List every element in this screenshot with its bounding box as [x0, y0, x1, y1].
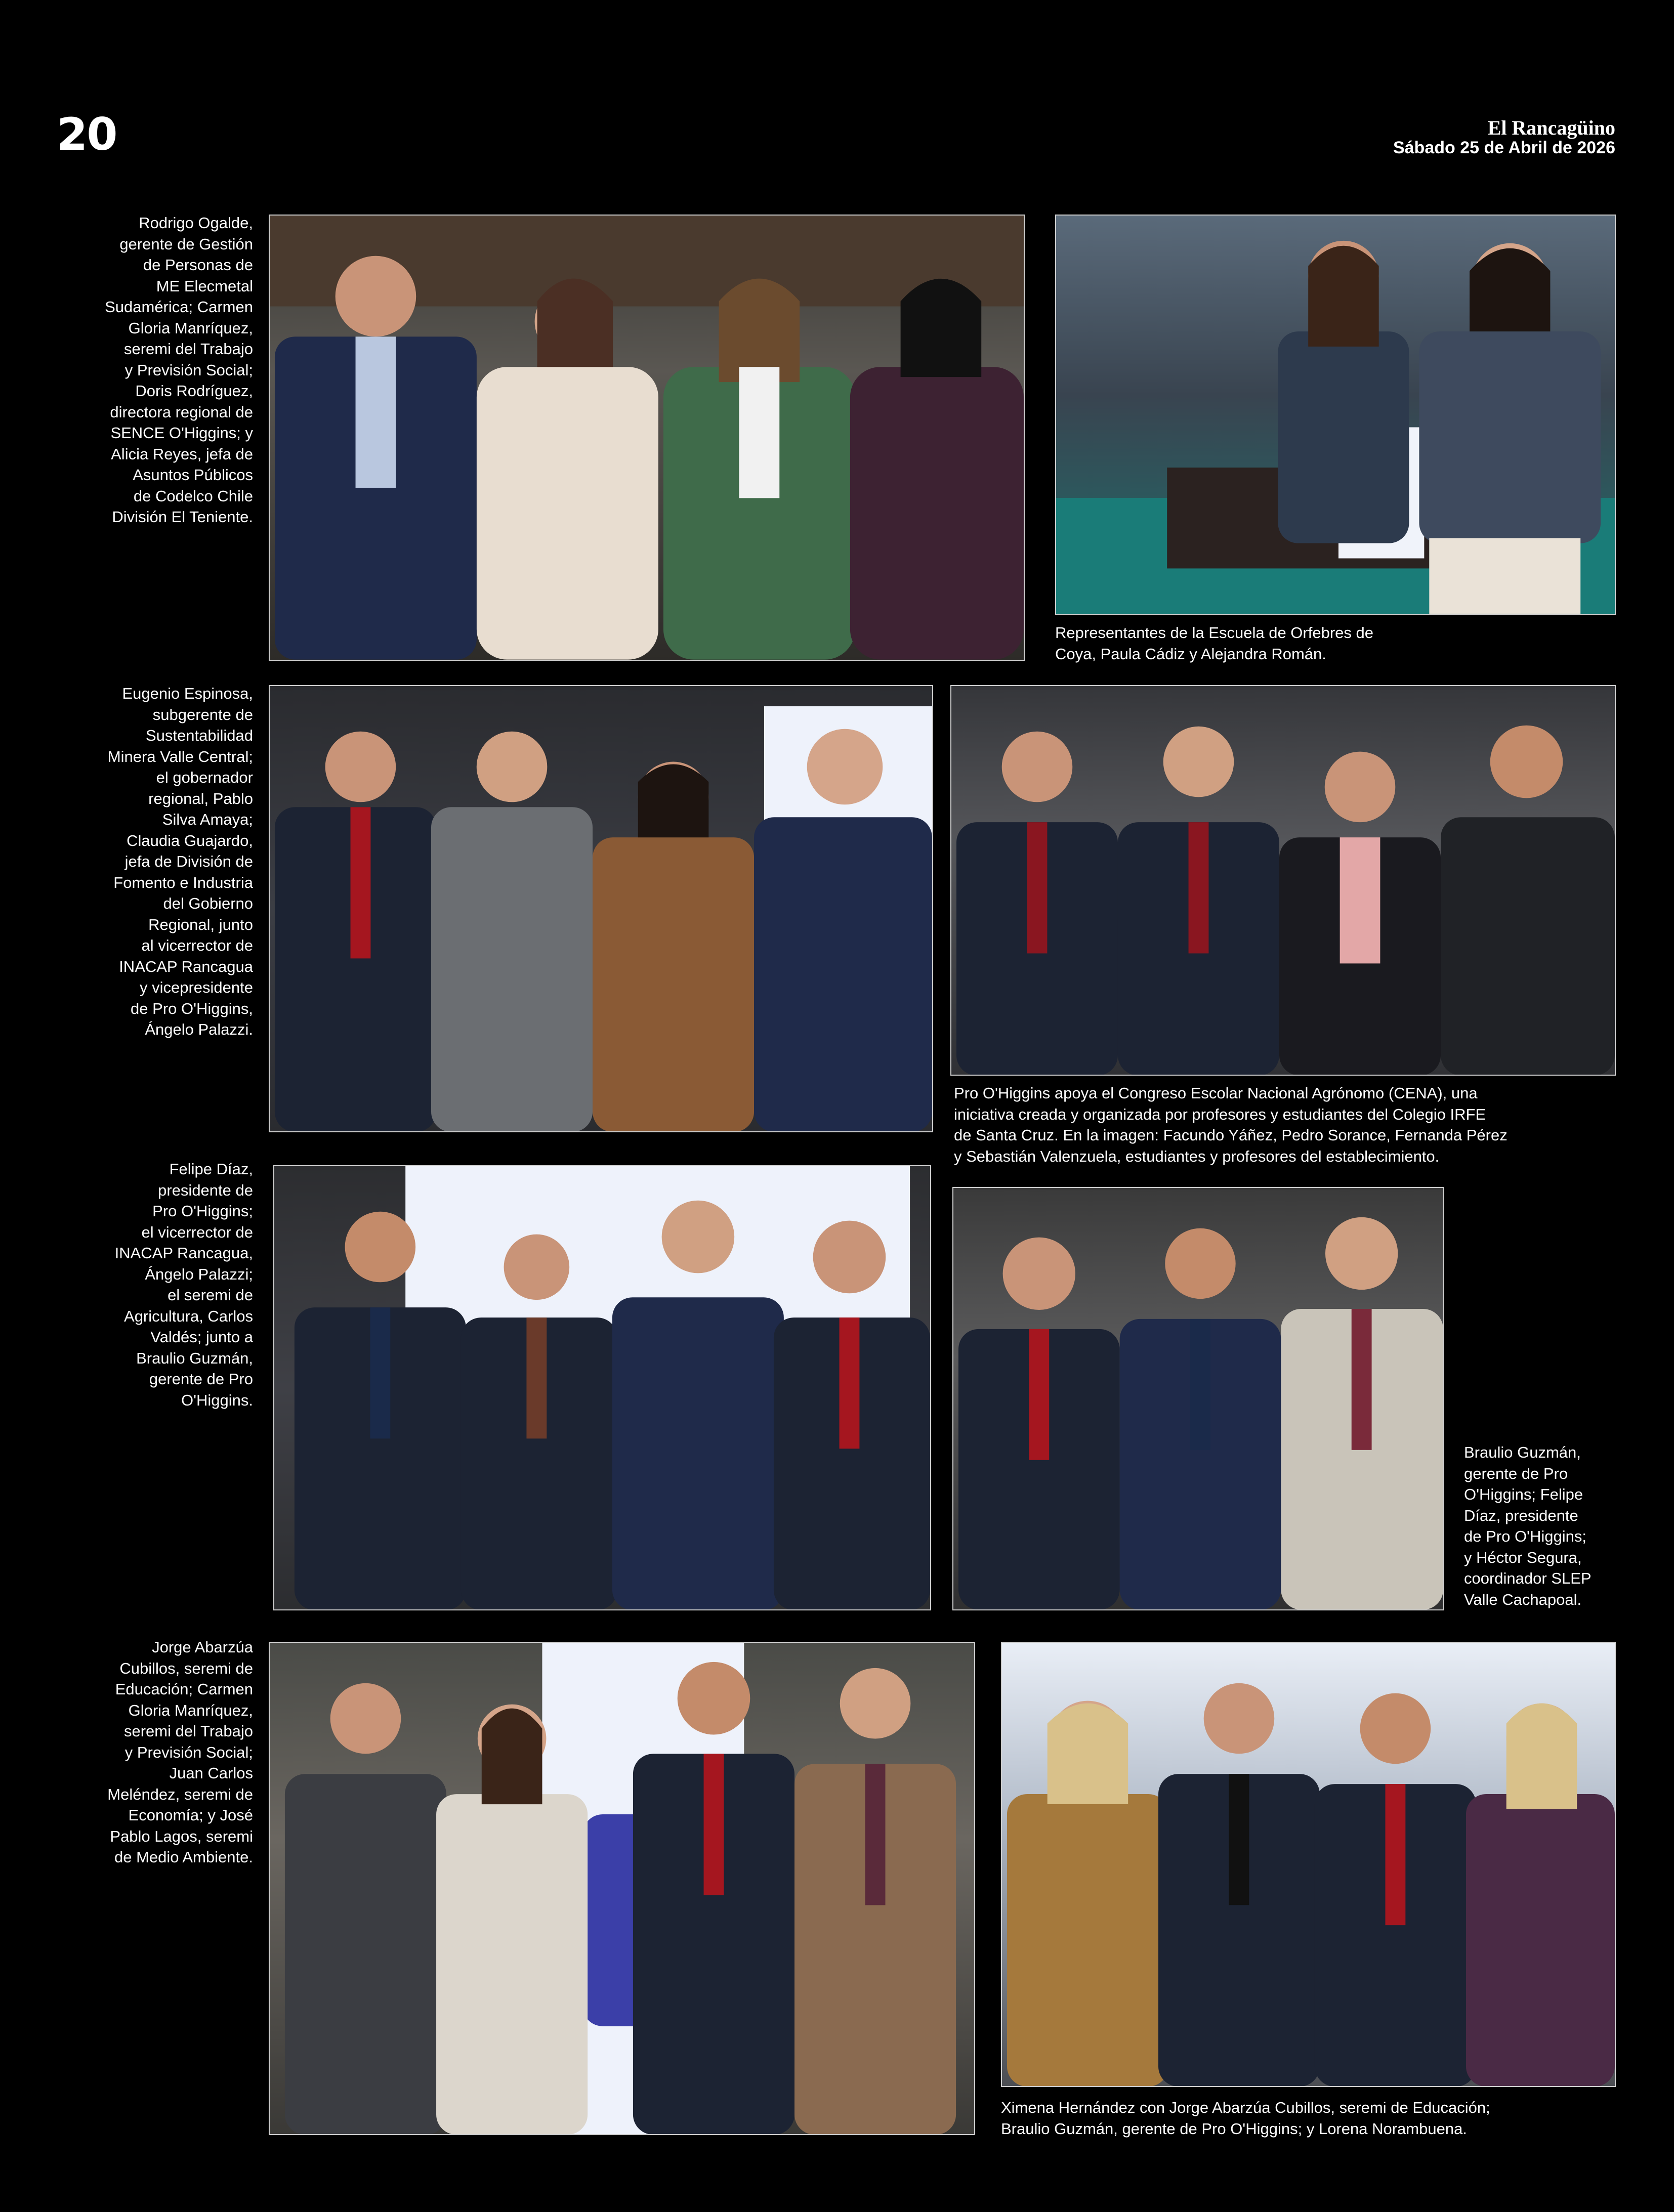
photo-7-people	[270, 1643, 974, 2135]
caption-photo-1: Rodrigo Ogalde, gerente de Gestión de Personas de ME Elecmetal Sudamérica; Carmen Gloria Manríquez, seremi del Trabajo y Previsión Social; Doris Rodríguez, directora regional de SENCE O'Higgins; y Alicia Reyes, jefa de Asuntos Públicos de Codelco Chile División El Teniente.	[105, 214, 253, 526]
photo-1	[269, 215, 1025, 661]
caption-photo-3: Eugenio Espinosa, subgerente de Sustentabilidad Minera Valle Central; el gobernador regional, Pablo Silva Amaya; Claudia Guajardo, jefa de División de Fomento e Industria del Gobierno Regional, junto al vicerrector de INACAP Rancagua y vicepresidente de Pro O'Higgins, Ángelo Palazzi.	[107, 685, 253, 1038]
page-number: 20	[57, 108, 117, 160]
photo-4	[950, 685, 1616, 1076]
caption-photo-7: Jorge Abarzúa Cubillos, seremi de Educación; Carmen Gloria Manríquez, seremi del Trabajo y Previsión Social; Juan Carlos Meléndez, seremi de Economía; y José Pablo Lagos, seremi de Medio Ambiente.	[107, 1638, 253, 1866]
photo-6	[952, 1187, 1444, 1610]
photo-8-people	[1002, 1643, 1615, 2087]
caption-photo-6: Braulio Guzmán, gerente de Pro O'Higgins; Felipe Díaz, presidente de Pro O'Higgins; y Héctor Segura, coordinador SLEP Valle Cachapoal.	[1464, 1443, 1592, 1608]
photo-7	[269, 1642, 975, 2135]
issue-date: Sábado 25 de Abril de 2026	[1393, 138, 1615, 157]
caption-photo-8: Ximena Hernández con Jorge Abarzúa Cubillos, seremi de Educación; Braulio Guzmán, gerente de Pro O'Higgins; y Lorena Norambuena.	[1001, 2099, 1490, 2138]
photo-3-people	[270, 686, 932, 1132]
photo-5	[273, 1165, 931, 1610]
photo-5-people	[274, 1166, 930, 1610]
photo-8	[1001, 1642, 1616, 2087]
caption-photo-5: Felipe Díaz, presidente de Pro O'Higgins; el vicerrector de INACAP Rancagua, Ángelo Palazzi; el seremi de Agricultura, Carlos Valdés; junto a Braulio Guzmán, gerente de Pro O'Higgins.	[114, 1160, 253, 1409]
caption-photo-4: Pro O'Higgins apoya el Congreso Escolar Nacional Agrónomo (CENA), una iniciativa creada y organizada por profesores y estudiantes del Colegio IRFE de Santa Cruz. En la imagen: Facundo Yáñez, Pedro Sorance, Fernanda Pérez y Sebastián Valenzuela, estudiantes y profesores del establecimiento.	[954, 1084, 1508, 1165]
caption-photo-2: Representantes de la Escuela de Orfebres de Coya, Paula Cádiz y Alejandra Román.	[1055, 624, 1373, 663]
photo-1-people	[270, 216, 1024, 661]
photo-6-people	[953, 1188, 1443, 1610]
photo-2-people	[1056, 216, 1615, 615]
masthead	[1393, 117, 1615, 157]
photo-2	[1055, 215, 1616, 615]
newspaper-name: El Rancagüino	[1487, 116, 1615, 139]
photo-4-people	[951, 686, 1615, 1076]
photo-3	[269, 685, 933, 1132]
